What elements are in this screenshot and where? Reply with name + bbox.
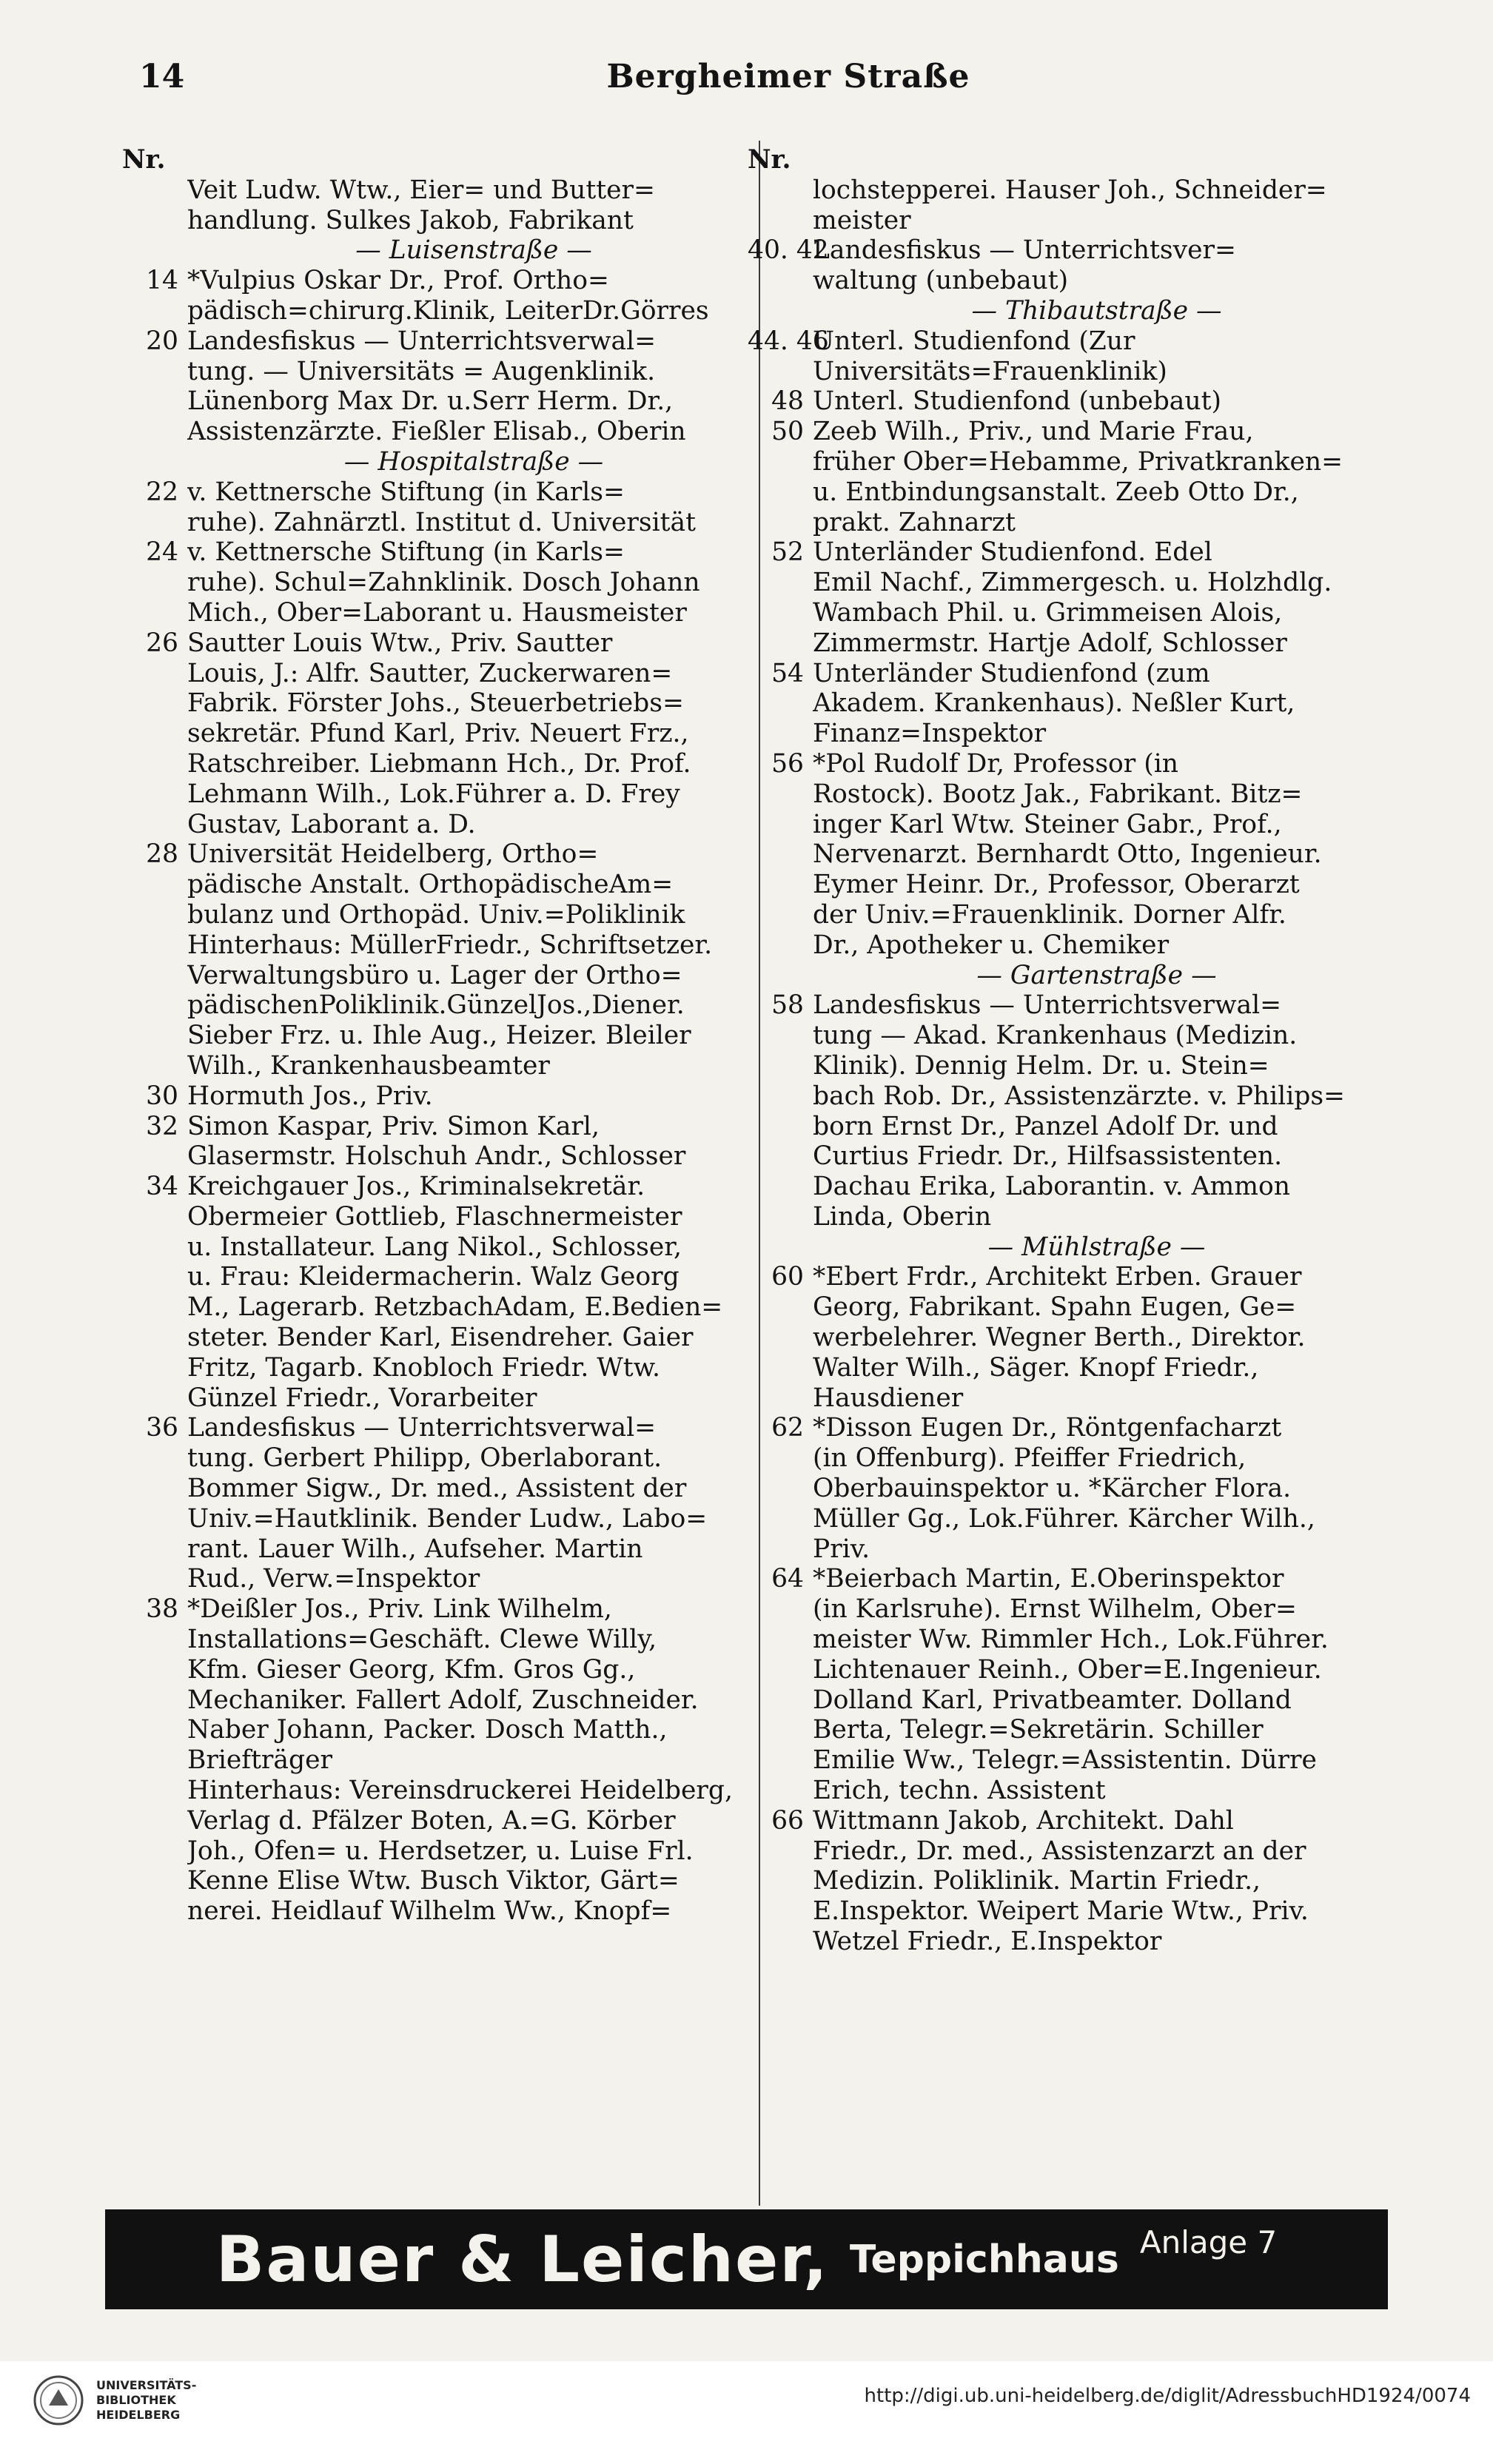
entry-text: Assistenzärzte. Fießler Elisab., Oberin: [187, 417, 686, 447]
directory-line: [748, 598, 1380, 628]
directory-line: [748, 1896, 1380, 1927]
entry-text: pädischenPoliklinik.GünzelJos.,Diener.: [187, 990, 685, 1021]
entry-text: Oberbauinspektor u. *Kärcher Flora.: [813, 1474, 1292, 1504]
directory-line: [748, 930, 1380, 961]
entry-text: Universitäts=Frauenklinik): [813, 356, 1167, 386]
directory-line: [122, 1866, 760, 1896]
entry-text: Emil Nachf., Zimmergesch. u. Holzhdlg.: [813, 568, 1332, 598]
directory-line: [122, 990, 760, 1021]
directory-line: [748, 1413, 1380, 1443]
directory-line: [748, 1474, 1380, 1504]
entry-text: Dachau Erika, Laborantin. v. Ammon: [813, 1172, 1290, 1202]
entry-text: Dolland Karl, Privatbeamter. Dolland: [813, 1685, 1292, 1715]
entry-text: M., Lagerarb. RetzbachAdam, E.Bedien=: [187, 1292, 723, 1323]
directory-line: [122, 749, 760, 779]
entry-text: Louis, J.: Alfr. Sautter, Zuckerwaren=: [187, 658, 673, 688]
entry-text: Wambach Phil. u. Grimmeisen Alois,: [813, 597, 1283, 628]
street-heading: [748, 1232, 1380, 1263]
entry-text: Joh., Ofen= u. Herdsetzer, u. Luise Frl.: [187, 1836, 694, 1866]
entry-text: Wetzel Friedr., E.Inspektor: [813, 1927, 1162, 1957]
entry-text: meister Ww. Rimmler Hch., Lok.Führer.: [813, 1625, 1329, 1655]
house-number: 32: [146, 1111, 178, 1141]
entry-text: *Vulpius Oskar Dr., Prof. Ortho=: [187, 266, 609, 296]
directory-line: [748, 1262, 1380, 1292]
directory-line: [748, 1021, 1380, 1051]
directory-line: [122, 296, 760, 326]
directory-line: [122, 1262, 760, 1292]
entry-text: Günzel Friedr., Vorarbeiter: [187, 1383, 537, 1413]
entry-text: Landesfiskus — Unterrichtsverwal=: [187, 326, 657, 356]
entry-text: Berta, Telegr.=Sekretärin. Schiller: [813, 1715, 1264, 1745]
directory-line: [122, 266, 760, 296]
page-title: Bergheimer Straße: [606, 58, 970, 95]
entry-text: Georg, Fabrikant. Spahn Eugen, Ge=: [813, 1292, 1297, 1323]
directory-line: [748, 1806, 1380, 1836]
directory-line: [748, 749, 1380, 779]
entry-text: lochstepperei. Hauser Joh., Schneider=: [813, 175, 1327, 205]
entry-text: Unterl. Studienfond (Zur: [813, 326, 1135, 356]
directory-line: [748, 1443, 1380, 1474]
directory-line: [122, 1021, 760, 1051]
directory-line: [122, 1202, 760, 1232]
entry-text: Zimmermstr. Hartje Adolf, Schlosser: [813, 628, 1287, 658]
entry-text: u. Entbindungsanstalt. Zeeb Otto Dr.,: [813, 477, 1299, 507]
directory-line: [748, 326, 1380, 357]
directory-line: [122, 930, 760, 961]
entry-text: u. Installateur. Lang Nikol., Schlosser,: [187, 1232, 682, 1262]
entry-text: rant. Lauer Wilh., Aufseher. Martin: [187, 1534, 643, 1564]
entry-text: Hinterhaus: Vereinsdruckerei Heidelberg,: [187, 1776, 733, 1806]
directory-line: [122, 145, 760, 175]
house-number: Nr.: [748, 145, 791, 175]
entry-text: bulanz und Orthopäd. Univ.=Poliklinik: [187, 899, 685, 930]
directory-line: [748, 870, 1380, 900]
directory-line: [122, 1504, 760, 1534]
directory-line: [122, 719, 760, 749]
directory-line: [122, 1232, 760, 1263]
directory-line: [748, 688, 1380, 719]
entry-text: tung. Gerbert Philipp, Oberlaborant.: [187, 1443, 662, 1474]
directory-line: [122, 1323, 760, 1353]
entry-text: Müller Gg., Lok.Führer. Kärcher Wilh.,: [813, 1503, 1315, 1534]
directory-line: [748, 266, 1380, 296]
house-number: 26: [146, 628, 178, 658]
entry-text: Priv.: [813, 1534, 870, 1564]
directory-line: [748, 1202, 1380, 1232]
entry-text: Nervenarzt. Bernhardt Otto, Ingenieur.: [813, 839, 1322, 870]
directory-line: [122, 1051, 760, 1081]
directory-line: [748, 1745, 1380, 1776]
directory-line: [748, 568, 1380, 598]
entry-text: Eymer Heinr. Dr., Professor, Oberarzt: [813, 870, 1300, 900]
house-number: Nr.: [122, 145, 166, 175]
advertisement-banner: [105, 2209, 1388, 2309]
entry-text: Gustav, Laborant a. D.: [187, 809, 476, 839]
entry-text: born Ernst Dr., Panzel Adolf Dr. und: [813, 1111, 1278, 1141]
directory-line: [122, 1776, 760, 1806]
entry-text: Veit Ludw. Wtw., Eier= und Butter=: [187, 175, 655, 205]
house-number: 40. 42: [748, 235, 829, 266]
directory-line: [748, 1534, 1380, 1565]
directory-line: [122, 839, 760, 870]
entry-text: Rud., Verw.=Inspektor: [187, 1564, 480, 1594]
directory-line: [748, 235, 1380, 266]
entry-text: Wilh., Krankenhausbeamter: [187, 1050, 550, 1081]
library-logo[interactable]: [33, 2374, 196, 2426]
street-name: — Mühlstraße —: [987, 1232, 1206, 1262]
directory-line: [122, 779, 760, 810]
house-number: 24: [146, 537, 178, 568]
entry-text: *Pol Rudolf Dr, Professor (in: [813, 748, 1178, 779]
directory-line: [748, 1323, 1380, 1353]
entry-text: Glasermstr. Holschuh Andr., Schlosser: [187, 1141, 686, 1172]
page-number: 14: [139, 58, 185, 95]
entry-text: Installations=Geschäft. Clewe Willy,: [187, 1625, 657, 1655]
directory-line: [748, 386, 1380, 417]
entry-text: Naber Johann, Packer. Dosch Matth.,: [187, 1715, 668, 1745]
house-number: 38: [146, 1594, 178, 1625]
entry-text: Emilie Ww., Telegr.=Assistentin. Dürre: [813, 1745, 1317, 1776]
directory-line: [122, 1564, 760, 1594]
directory-line: [748, 1141, 1380, 1172]
entry-text: handlung. Sulkes Jakob, Fabrikant: [187, 205, 634, 235]
entry-text: Medizin. Poliklinik. Martin Friedr.,: [813, 1866, 1261, 1896]
entry-text: früher Ober=Hebamme, Privatkranken=: [813, 446, 1343, 477]
house-number: 50: [771, 417, 804, 447]
institution-line: BIBLIOTHEK: [96, 2393, 176, 2407]
directory-line: [748, 1564, 1380, 1594]
directory-line: [122, 1534, 760, 1565]
directory-line: [748, 175, 1380, 206]
institution-line: UNIVERSITÄTS-: [96, 2378, 197, 2392]
directory-line: [122, 1383, 760, 1414]
directory-line: [748, 900, 1380, 930]
entry-text: (in Offenburg). Pfeiffer Friedrich,: [813, 1443, 1247, 1474]
directory-line: [122, 659, 760, 689]
directory-line: [748, 206, 1380, 236]
house-number: 56: [771, 748, 804, 779]
street-heading: [748, 296, 1380, 326]
entry-text: Kreichgauer Jos., Kriminalsekretär.: [187, 1172, 645, 1202]
house-number: 20: [146, 326, 178, 356]
left-column: [122, 145, 760, 1927]
directory-line: [122, 1745, 760, 1776]
directory-line: [122, 1625, 760, 1655]
entry-text: Fritz, Tagarb. Knobloch Friedr. Wtw.: [187, 1352, 660, 1383]
entry-text: Bommer Sigw., Dr. med., Assistent der: [187, 1474, 687, 1504]
entry-text: Landesfiskus — Unterrichtsverwal=: [813, 990, 1282, 1021]
directory-line: [122, 1413, 760, 1443]
entry-text: waltung (unbebaut): [813, 266, 1069, 296]
directory-line: [748, 1927, 1380, 1957]
entry-text: Sautter Louis Wtw., Priv. Sautter: [187, 628, 613, 658]
house-number: 66: [771, 1805, 804, 1836]
directory-line: [748, 1655, 1380, 1685]
entry-text: Rostock). Bootz Jak., Fabrikant. Bitz=: [813, 779, 1303, 809]
directory-line: [122, 1141, 760, 1172]
directory-line: [122, 1685, 760, 1716]
house-number: 54: [771, 658, 804, 688]
entry-text: tung — Akad. Krankenhaus (Medizin.: [813, 1021, 1298, 1051]
house-number: 60: [771, 1262, 804, 1292]
entry-text: Kfm. Gieser Georg, Kfm. Gros Gg.,: [187, 1654, 636, 1685]
seal-icon: [33, 2374, 84, 2426]
directory-line: [122, 1353, 760, 1383]
entry-text: Curtius Friedr. Dr., Hilfsassistenten.: [813, 1141, 1283, 1172]
directory-line: [748, 508, 1380, 538]
entry-text: v. Kettnersche Stiftung (in Karls=: [187, 537, 625, 568]
directory-line: [122, 326, 760, 357]
entry-text: Unterländer Studienfond (zum: [813, 658, 1210, 688]
entry-text: pädische Anstalt. OrthopädischeAm=: [187, 870, 674, 900]
entry-text: Hinterhaus: MüllerFriedr., Schriftsetzer.: [187, 930, 713, 960]
entry-text: Fabrik. Förster Johs., Steuerbetriebs=: [187, 688, 684, 719]
directory-line: [748, 477, 1380, 508]
directory-line: [748, 1172, 1380, 1202]
house-number: 36: [146, 1413, 178, 1443]
directory-line: [122, 1292, 760, 1323]
entry-text: pädisch=chirurg.Klinik, LeiterDr.Görres: [187, 295, 709, 326]
directory-line: [748, 1081, 1380, 1112]
entry-text: Verlag d. Pfälzer Boten, A.=G. Körber: [187, 1805, 676, 1836]
entry-text: Hormuth Jos., Priv.: [187, 1081, 433, 1111]
house-number: 62: [771, 1413, 804, 1443]
directory-line: [122, 598, 760, 628]
directory-line: [122, 206, 760, 236]
entry-text: Univ.=Hautklinik. Bender Ludw., Labo=: [187, 1503, 708, 1534]
house-number: 30: [146, 1081, 178, 1111]
entry-text: Hausdiener: [813, 1383, 964, 1413]
entry-text: meister: [813, 205, 911, 235]
house-number: 14: [146, 266, 178, 296]
directory-line: [748, 357, 1380, 387]
entry-text: Dr., Apotheker u. Chemiker: [813, 930, 1170, 960]
directory-line: [748, 1594, 1380, 1625]
directory-line: [122, 1443, 760, 1474]
entry-text: Finanz=Inspektor: [813, 719, 1047, 749]
entry-text: Universität Heidelberg, Ortho=: [187, 839, 599, 870]
entry-text: Simon Kaspar, Priv. Simon Karl,: [187, 1111, 600, 1141]
directory-line: [748, 145, 1380, 175]
directory-line: [122, 1594, 760, 1625]
street-name: — Luisenstraße —: [355, 235, 592, 266]
directory-line: [748, 659, 1380, 689]
entry-text: Klinik). Dennig Helm. Dr. u. Stein=: [813, 1050, 1269, 1081]
directory-line: [748, 839, 1380, 870]
directory-line: [122, 568, 760, 598]
directory-line: [122, 1474, 760, 1504]
entry-text: nerei. Heidlauf Wilhelm Ww., Knopf=: [187, 1896, 672, 1927]
entry-text: Erich, techn. Assistent: [813, 1776, 1106, 1806]
directory-line: [748, 537, 1380, 568]
directory-line: [748, 1625, 1380, 1655]
directory-line: [122, 900, 760, 930]
entry-text: Lichtenauer Reinh., Ober=E.Ingenieur.: [813, 1654, 1322, 1685]
directory-line: [122, 1806, 760, 1836]
directory-line: [748, 779, 1380, 810]
directory-line: [122, 870, 760, 900]
directory-line: [748, 810, 1380, 840]
entry-text: *Beierbach Martin, E.Oberinspektor: [813, 1564, 1284, 1594]
directory-line: [122, 417, 760, 447]
directory-line: [122, 537, 760, 568]
entry-text: Verwaltungsbüro u. Lager der Ortho=: [187, 960, 682, 990]
entry-text: *Deißler Jos., Priv. Link Wilhelm,: [187, 1594, 612, 1625]
entry-text: sekretär. Pfund Karl, Priv. Neuert Frz.,: [187, 719, 689, 749]
directory-line: [122, 1172, 760, 1202]
entry-text: Walter Wilh., Säger. Knopf Friedr.,: [813, 1352, 1259, 1383]
street-heading: [122, 447, 760, 477]
directory-line: [122, 688, 760, 719]
directory-line: [748, 1685, 1380, 1716]
ad-note: Anlage 7: [1139, 2224, 1278, 2260]
directory-line: [748, 1866, 1380, 1896]
directory-line: [122, 1655, 760, 1685]
institution-line: HEIDELBERG: [96, 2408, 181, 2422]
directory-line: [748, 1112, 1380, 1142]
entry-text: E.Inspektor. Weipert Marie Wtw., Priv.: [813, 1896, 1309, 1927]
source-url-link[interactable]: http://digi.ub.uni-heidelberg.de/diglit/AdressbuchHD1924/0074: [864, 2385, 1471, 2407]
directory-line: [748, 1836, 1380, 1867]
directory-line: [748, 1353, 1380, 1383]
house-number: 58: [771, 990, 804, 1021]
entry-text: ruhe). Schul=Zahnklinik. Dosch Johann: [187, 568, 700, 598]
house-number: 22: [146, 477, 178, 507]
entry-text: Landesfiskus — Unterrichtsverwal=: [187, 1413, 657, 1443]
house-number: 64: [771, 1564, 804, 1594]
directory-line: [748, 1051, 1380, 1081]
directory-line: [122, 961, 760, 991]
entry-text: der Univ.=Frauenklinik. Dorner Alfr.: [813, 899, 1286, 930]
street-heading: [122, 235, 760, 266]
entry-text: bach Rob. Dr., Assistenzärzte. v. Philips=: [813, 1081, 1345, 1111]
entry-text: Obermeier Gottlieb, Flaschnermeister: [187, 1201, 682, 1232]
directory-line: [122, 508, 760, 538]
house-number: 48: [771, 386, 804, 417]
directory-line: [748, 1292, 1380, 1323]
street-name: — Hospitalstraße —: [343, 446, 604, 477]
street-name: — Thibautstraße —: [971, 295, 1222, 326]
entry-text: Kenne Elise Wtw. Busch Viktor, Gärt=: [187, 1866, 680, 1896]
directory-line: [748, 1776, 1380, 1806]
entry-text: Sieber Frz. u. Ihle Aug., Heizer. Bleiler: [187, 1021, 691, 1051]
directory-line: [748, 447, 1380, 477]
entry-text: (in Karlsruhe). Ernst Wilhelm, Ober=: [813, 1594, 1297, 1625]
entry-text: Unterl. Studienfond (unbebaut): [813, 386, 1221, 417]
institution-name: [96, 2378, 196, 2423]
directory-line: [122, 810, 760, 840]
entry-text: Unterländer Studienfond. Edel: [813, 537, 1212, 568]
entry-text: u. Frau: Kleidermacherin. Walz Georg: [187, 1262, 680, 1292]
entry-text: Lehmann Wilh., Lok.Führer a. D. Frey: [187, 779, 680, 809]
entry-text: *Disson Eugen Dr., Röntgenfacharzt: [813, 1413, 1282, 1443]
directory-line: [748, 1715, 1380, 1745]
entry-text: Ratschreiber. Liebmann Hch., Dr. Prof.: [187, 748, 691, 779]
street-name: — Gartenstraße —: [976, 960, 1217, 990]
right-column: [748, 145, 1380, 1957]
entry-text: tung. — Universitäts = Augenklinik.: [187, 356, 656, 386]
directory-line: [748, 990, 1380, 1021]
directory-line: [122, 1112, 760, 1142]
house-number: 34: [146, 1172, 178, 1202]
entry-text: ruhe). Zahnärztl. Institut d. Universität: [187, 507, 696, 537]
entry-text: Mich., Ober=Laborant u. Hausmeister: [187, 597, 687, 628]
directory-line: [748, 1383, 1380, 1414]
directory-line: [122, 1715, 760, 1745]
entry-text: v. Kettnersche Stiftung (in Karls=: [187, 477, 625, 507]
directory-line: [122, 477, 760, 508]
directory-line: [748, 628, 1380, 659]
entry-text: Mechaniker. Fallert Adolf, Zuschneider.: [187, 1685, 699, 1715]
directory-line: [748, 417, 1380, 447]
directory-line: [122, 1081, 760, 1112]
house-number: 44. 46: [748, 326, 829, 356]
entry-text: inger Karl Wtw. Steiner Gabr., Prof.,: [813, 809, 1282, 839]
directory-line: [748, 1504, 1380, 1534]
directory-line: [122, 175, 760, 206]
directory-line: [122, 357, 760, 387]
entry-text: Zeeb Wilh., Priv., und Marie Frau,: [813, 417, 1254, 447]
entry-text: *Ebert Frdr., Architekt Erben. Grauer: [813, 1262, 1302, 1292]
entry-text: Landesfiskus — Unterrichtsver=: [813, 235, 1236, 266]
ad-subtitle: Teppichhaus: [849, 2237, 1119, 2282]
directory-line: [122, 628, 760, 659]
directory-line: [122, 386, 760, 417]
entry-text: Lünenborg Max Dr. u.Serr Herm. Dr.,: [187, 386, 674, 417]
entry-text: Linda, Oberin: [813, 1201, 992, 1232]
directory-line: [748, 719, 1380, 749]
entry-text: Friedr., Dr. med., Assistenzarzt an der: [813, 1836, 1306, 1866]
entry-text: Wittmann Jakob, Architekt. Dahl: [813, 1805, 1234, 1836]
directory-line: [122, 1896, 760, 1927]
ad-brand: Bauer & Leicher,: [215, 2222, 829, 2297]
directory-line: [122, 1836, 760, 1867]
entry-text: Briefträger: [187, 1745, 332, 1776]
entry-text: prakt. Zahnarzt: [813, 507, 1016, 537]
street-heading: [748, 961, 1380, 991]
entry-text: Akadem. Krankenhaus). Neßler Kurt,: [813, 688, 1295, 719]
entry-text: werbelehrer. Wegner Berth., Direktor.: [813, 1323, 1306, 1353]
house-number: 28: [146, 839, 178, 870]
entry-text: steter. Bender Karl, Eisendreher. Gaier: [187, 1323, 694, 1353]
house-number: 52: [771, 537, 804, 568]
